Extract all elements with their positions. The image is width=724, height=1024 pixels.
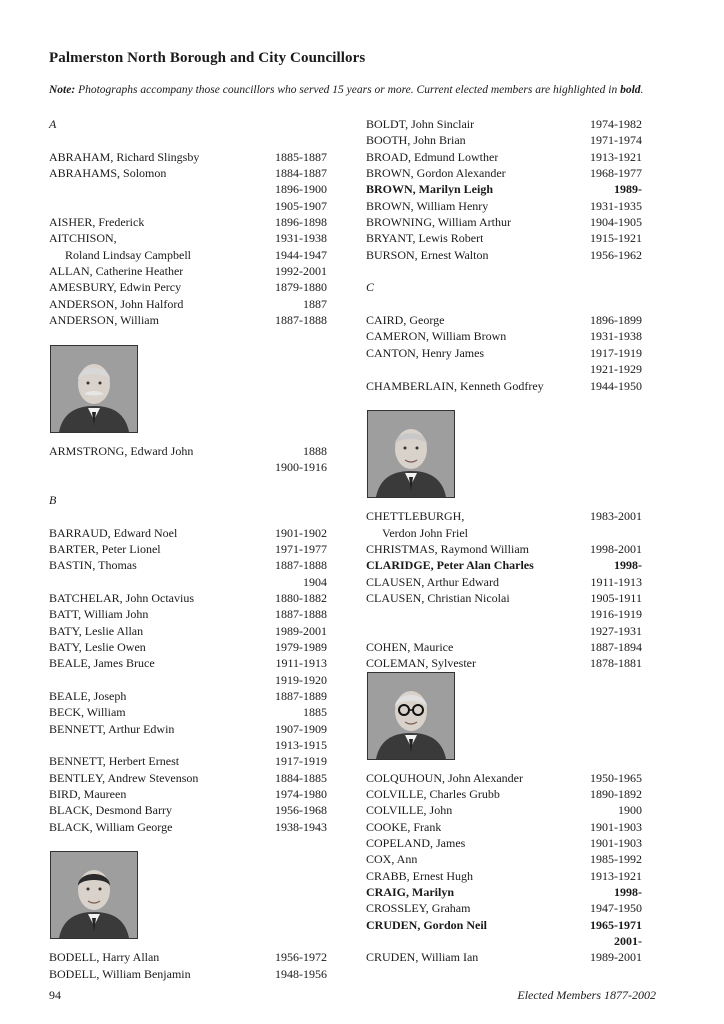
right-column <box>366 116 642 966</box>
councillor-entry <box>49 704 327 720</box>
councillor-entry <box>49 753 327 769</box>
councillor-entry <box>49 590 327 606</box>
term-years: 1998- <box>614 558 642 573</box>
term-years: 1989- <box>614 182 642 197</box>
term-years: 1950-1965 <box>590 770 642 785</box>
term-years: 1890-1892 <box>590 786 642 801</box>
councillor-entry <box>366 851 642 867</box>
term-years: 1919-1920 <box>275 672 327 687</box>
term-years: 1887-1888 <box>275 558 327 573</box>
councillor-name: AMESBURY, Edwin Percy <box>49 280 182 295</box>
councillor-name: BENTLEY, Andrew Stevenson <box>49 770 199 785</box>
councillor-name: CAIRD, George <box>366 313 445 328</box>
page-number: 94 <box>49 988 61 1002</box>
councillor-name: ABRAHAMS, Solomon <box>49 166 167 181</box>
councillor-entry <box>366 639 642 655</box>
councillor-entry <box>366 541 642 557</box>
councillor-name: BENNETT, Herbert Ernest <box>49 754 180 769</box>
councillor-name: CRUDEN, William Ian <box>366 950 479 965</box>
term-years: 1913-1921 <box>590 868 642 883</box>
councillor-entry <box>49 296 327 312</box>
councillor-name: CLAUSEN, Christian Nicolai <box>366 590 510 605</box>
councillor-name: BEALE, Joseph <box>49 688 127 703</box>
councillor-entry <box>49 721 327 737</box>
councillor-name: BODELL, Harry Allan <box>49 950 160 965</box>
term-years: 1968-1977 <box>590 166 642 181</box>
term-years: 1931-1938 <box>275 231 327 246</box>
term-years: 1974-1980 <box>275 787 327 802</box>
councillor-name: BARRAUD, Edward Noel <box>49 525 178 540</box>
councillor-photo-slot <box>366 672 642 770</box>
term-years: 1913-1915 <box>275 738 327 752</box>
councillor-entry <box>49 230 327 246</box>
spacer <box>366 263 642 279</box>
term-years: 1944-1950 <box>590 378 642 393</box>
councillor-name: ANDERSON, John Halford <box>49 296 184 311</box>
term-years: 1896-1898 <box>275 215 327 230</box>
term-years: 1907-1909 <box>275 721 327 736</box>
councillor-entry <box>49 198 327 214</box>
councillor-entry <box>49 181 327 197</box>
term-years: 1938-1943 <box>275 819 327 834</box>
councillor-name: CHRISTMAS, Raymond William <box>366 541 529 556</box>
councillor-entry <box>49 688 327 704</box>
term-years: 1901-1902 <box>275 525 327 540</box>
councillor-name: BASTIN, Thomas <box>49 558 137 573</box>
term-years: 1885 <box>303 705 327 720</box>
term-years: 1896-1899 <box>590 313 642 328</box>
term-years: 1887-1888 <box>275 313 327 328</box>
councillor-name: BURSON, Ernest Walton <box>366 247 489 262</box>
councillor-entry <box>49 819 327 835</box>
running-footer-title: Elected Members 1877-2002 <box>517 988 656 1002</box>
councillor-name: BROWN, Gordon Alexander <box>366 166 506 181</box>
councillor-name: BATCHELAR, John Octavius <box>49 590 194 605</box>
councillor-entry <box>366 835 642 851</box>
councillor-entry <box>49 312 327 328</box>
councillor-name: BRYANT, Lewis Robert <box>366 231 484 246</box>
section-letter: C <box>366 280 375 295</box>
councillor-name: CRABB, Ernest Hugh <box>366 868 474 883</box>
term-years: 1931-1935 <box>590 198 642 213</box>
term-years: 1956-1968 <box>275 803 327 818</box>
term-years: 1989-2001 <box>590 950 642 965</box>
spacer <box>49 132 327 148</box>
term-years: 1971-1974 <box>590 133 642 148</box>
note-emphasis: bold <box>620 84 641 96</box>
councillor-entry <box>366 116 642 132</box>
councillor-entry <box>49 149 327 165</box>
councillor-entry <box>366 525 642 541</box>
term-years: 1901-1903 <box>590 819 642 834</box>
councillor-entry-current <box>366 884 642 900</box>
councillor-name: BLACK, Desmond Barry <box>49 803 172 818</box>
councillor-name: BATY, Leslie Owen <box>49 639 146 654</box>
councillor-entry <box>49 802 327 818</box>
councillor-entry <box>366 655 642 671</box>
term-years: 1985-1992 <box>590 852 642 867</box>
spacer <box>366 296 642 312</box>
term-years: 1971-1977 <box>275 541 327 556</box>
councillor-name: BARTER, Peter Lionel <box>49 541 161 556</box>
councillor-entry <box>49 639 327 655</box>
term-years: 1956-1962 <box>590 247 642 262</box>
councillor-entry <box>366 868 642 884</box>
councillor-entry <box>49 541 327 557</box>
councillor-name: COOKE, Frank <box>366 819 442 834</box>
councillor-name: CAMERON, William Brown <box>366 329 507 344</box>
term-years: 1921-1929 <box>590 362 642 377</box>
councillor-entry <box>366 590 642 606</box>
councillor-entry <box>49 214 327 230</box>
councillor-entry <box>366 132 642 148</box>
councillor-name: AITCHISON, <box>49 231 117 246</box>
term-years: 1904 <box>303 574 327 589</box>
councillor-name: ABRAHAM, Richard Slingsby <box>49 149 200 164</box>
councillor-entry <box>366 198 642 214</box>
councillor-entry-current <box>366 917 642 933</box>
councillor-entry <box>366 949 642 965</box>
spacer <box>49 328 327 344</box>
councillor-portrait-photo <box>50 345 138 433</box>
term-years: 1904-1905 <box>590 215 642 230</box>
councillor-entry <box>49 574 327 590</box>
councillor-name: BATT, William John <box>49 607 149 622</box>
term-years: 1887 <box>303 296 327 311</box>
councillor-entry <box>366 149 642 165</box>
councillor-name: COLEMAN, Sylvester <box>366 656 476 671</box>
councillor-entry <box>366 165 642 181</box>
term-years: 1931-1938 <box>590 329 642 344</box>
term-years: 1911-1913 <box>275 656 327 671</box>
term-years: 1979-1989 <box>275 639 327 654</box>
councillor-entry <box>49 737 327 753</box>
councillor-entry <box>49 165 327 181</box>
councillor-entry <box>49 443 327 459</box>
councillor-name: CHAMBERLAIN, Kenneth Godfrey <box>366 378 544 393</box>
councillor-entry <box>366 606 642 622</box>
term-years: 1896-1900 <box>275 182 327 197</box>
councillor-name: Roland Lindsay Campbell <box>65 247 191 262</box>
councillor-entry <box>49 557 327 573</box>
note-line <box>49 84 679 96</box>
term-years: 1887-1894 <box>590 639 642 654</box>
councillor-name: BECK, William <box>49 705 126 720</box>
councillor-entry <box>49 949 327 965</box>
councillor-name: BROWN, Marilyn Leigh <box>366 182 494 197</box>
councillor-name: COPELAND, James <box>366 836 466 850</box>
term-years: 1989-2001 <box>275 623 327 638</box>
councillor-name: CLARIDGE, Peter Alan Charles <box>366 558 534 573</box>
councillor-name: CLAUSEN, Arthur Edward <box>366 574 499 589</box>
term-years: 1927-1931 <box>590 623 642 638</box>
note-end: . <box>640 84 644 96</box>
councillor-entry-current <box>366 181 642 197</box>
councillor-portrait-photo <box>50 851 138 939</box>
councillor-name: COHEN, Maurice <box>366 639 454 654</box>
councillor-portrait-photo <box>367 672 455 760</box>
councillor-entry <box>366 378 642 394</box>
councillor-entry <box>366 214 642 230</box>
term-years: 1884-1885 <box>275 770 327 785</box>
councillor-name: ANDERSON, William <box>49 313 159 328</box>
councillor-entry <box>366 786 642 802</box>
term-years: 1998-2001 <box>590 541 642 556</box>
councillor-name: COLQUHOUN, John Alexander <box>366 770 523 785</box>
term-years: 1998- <box>614 885 642 900</box>
term-years: 1885-1887 <box>275 149 327 164</box>
term-years: 1905-1911 <box>590 590 642 605</box>
councillor-entry <box>366 328 642 344</box>
term-years: 1900-1916 <box>275 460 327 475</box>
term-years: 2001- <box>614 934 642 949</box>
left-column <box>49 116 327 982</box>
councillor-entry <box>49 966 327 982</box>
councillor-entry <box>366 247 642 263</box>
councillor-name: BLACK, William George <box>49 819 173 834</box>
councillor-entry <box>49 263 327 279</box>
councillor-entry <box>49 655 327 671</box>
councillor-entry <box>366 345 642 361</box>
term-years: 1913-1921 <box>590 149 642 164</box>
page-title: Palmerston North Borough and City Councillors <box>49 50 366 66</box>
term-years: 1887-1888 <box>275 607 327 622</box>
term-years: 1947-1950 <box>590 901 642 916</box>
term-years: 1915-1921 <box>590 231 642 246</box>
councillor-name: BODELL, William Benjamin <box>49 966 191 981</box>
councillor-entry <box>49 525 327 541</box>
councillor-name: AISHER, Frederick <box>49 215 145 230</box>
councillor-name: CANTON, Henry James <box>366 345 485 360</box>
councillor-entry <box>49 623 327 639</box>
councillor-entry <box>366 900 642 916</box>
councillor-name: CRUDEN, Gordon Neil <box>366 917 488 932</box>
term-years: 1917-1919 <box>590 345 642 360</box>
term-years: 1956-1972 <box>275 950 327 965</box>
councillor-name: BEALE, James Bruce <box>49 656 155 671</box>
councillor-name: BENNETT, Arthur Edwin <box>49 721 175 736</box>
term-years: 1905-1907 <box>275 198 327 213</box>
spacer <box>49 476 327 492</box>
term-years: 1901-1903 <box>590 836 642 850</box>
councillor-entry <box>366 361 642 377</box>
term-years: 1879-1880 <box>275 280 327 295</box>
councillor-name: BOOTH, John Brian <box>366 133 466 148</box>
note-text: Photographs accompany those councillors who served 15 years or more. Current elected members are highlighted in <box>78 84 618 96</box>
note-label: Note: <box>49 84 76 96</box>
councillor-photo-slot <box>49 345 327 443</box>
term-years: 1992-2001 <box>275 264 327 279</box>
spacer <box>49 508 327 524</box>
spacer <box>366 394 642 410</box>
councillor-name: CRAIG, Marilyn <box>366 885 454 900</box>
term-years: 1880-1882 <box>275 590 327 605</box>
councillor-photo-slot <box>366 410 642 508</box>
term-years: 1887-1889 <box>275 688 327 703</box>
councillor-entry-current <box>366 557 642 573</box>
term-years: 1916-1919 <box>590 607 642 622</box>
term-years: 1911-1913 <box>590 574 642 589</box>
term-years: 1948-1956 <box>275 966 327 981</box>
councillor-name: ARMSTRONG, Edward John <box>49 443 194 458</box>
councillor-name: COLVILLE, Charles Grubb <box>366 786 500 801</box>
councillor-entry <box>49 459 327 475</box>
term-years: 1983-2001 <box>590 509 642 524</box>
councillor-portrait-photo <box>367 410 455 498</box>
councillor-name: BROWNING, William Arthur <box>366 215 511 230</box>
spacer <box>49 835 327 851</box>
councillor-entry <box>366 770 642 786</box>
term-years: 1900 <box>618 803 642 818</box>
councillor-name: CHETTLEBURGH, <box>366 509 465 524</box>
councillor-entry <box>49 786 327 802</box>
councillor-entry <box>49 606 327 622</box>
councillor-name: ALLAN, Catherine Heather <box>49 264 184 279</box>
councillor-name: Verdon John Friel <box>382 525 468 540</box>
councillor-name: BIRD, Maureen <box>49 787 127 802</box>
councillor-entry <box>49 247 327 263</box>
councillor-entry <box>49 279 327 295</box>
councillor-entry <box>366 819 642 835</box>
councillor-name: BROAD, Edmund Lowther <box>366 149 499 164</box>
councillor-entry <box>366 230 642 246</box>
councillor-entry <box>366 312 642 328</box>
councillor-entry <box>49 770 327 786</box>
term-years: 1884-1887 <box>275 166 327 181</box>
term-years: 1917-1919 <box>275 754 327 769</box>
councillor-photo-slot <box>49 851 327 949</box>
councillor-name: COLVILLE, John <box>366 803 453 818</box>
term-years: 1878-1881 <box>590 656 642 671</box>
councillor-name: COX, Ann <box>366 852 418 867</box>
term-years: 1944-1947 <box>275 247 327 262</box>
councillor-name: CROSSLEY, Graham <box>366 901 471 916</box>
section-letter: A <box>49 117 57 131</box>
section-letter: B <box>49 492 57 507</box>
councillor-name: BATY, Leslie Allan <box>49 623 144 638</box>
councillor-entry-current <box>366 933 642 949</box>
councillor-entry <box>366 802 642 818</box>
councillor-entry <box>366 574 642 590</box>
councillor-name: BOLDT, John Sinclair <box>366 117 475 131</box>
councillor-entry <box>49 672 327 688</box>
councillor-entry <box>366 623 642 639</box>
term-years: 1974-1982 <box>590 117 642 131</box>
councillor-entry <box>366 508 642 524</box>
term-years: 1888 <box>303 443 327 458</box>
term-years: 1965-1971 <box>590 917 642 932</box>
councillor-name: BROWN, William Henry <box>366 198 489 213</box>
